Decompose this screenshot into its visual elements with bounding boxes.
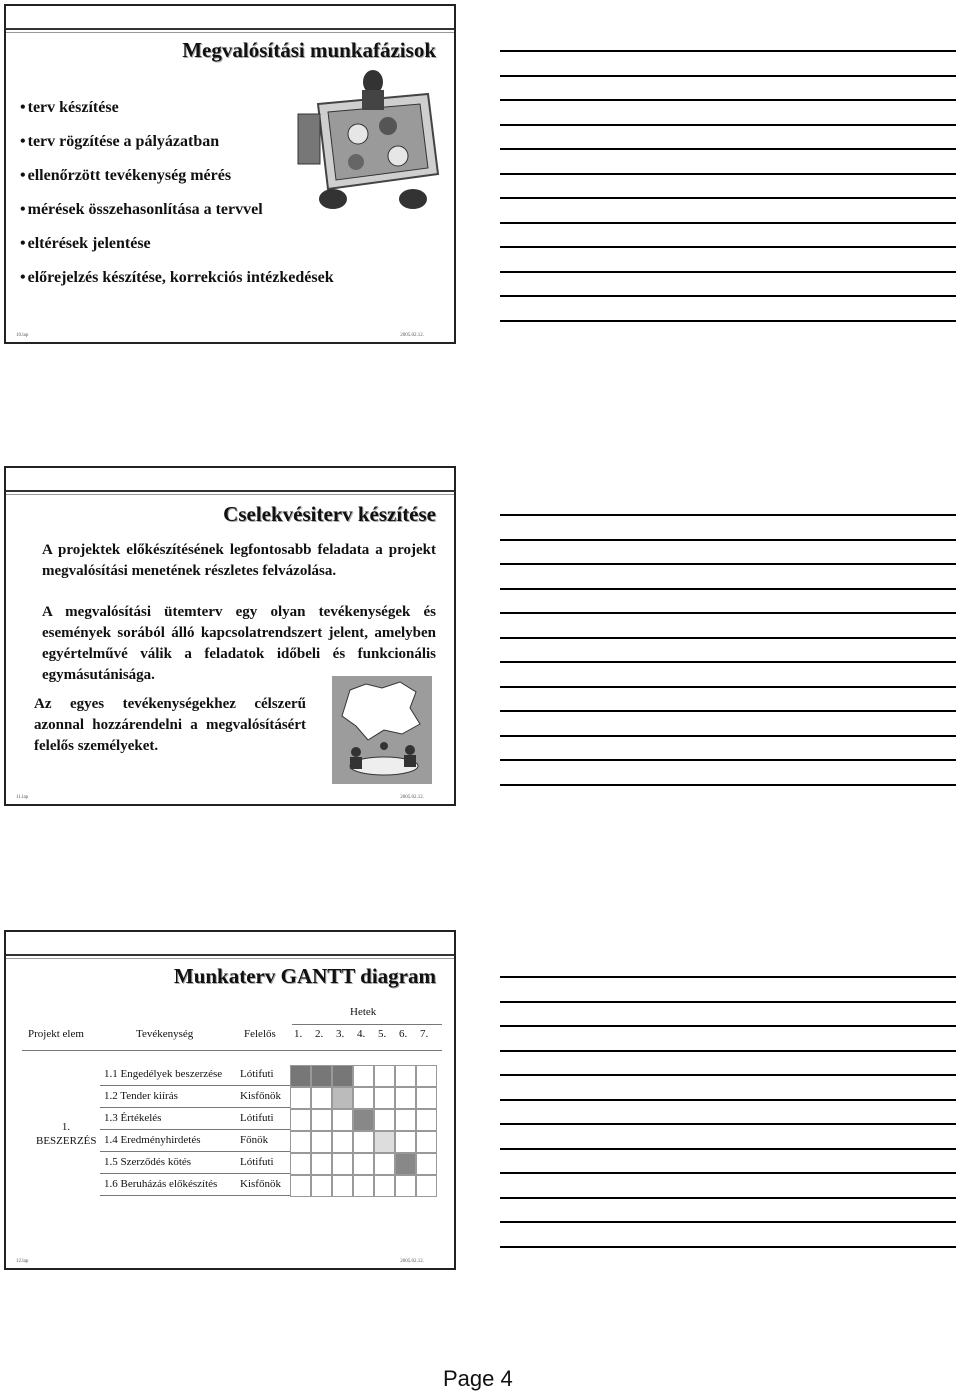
note-line xyxy=(500,1050,956,1052)
owner-cell: Lótifuti xyxy=(240,1112,274,1124)
note-line xyxy=(500,1246,956,1248)
gantt-cell xyxy=(416,1087,437,1109)
note-line xyxy=(500,539,956,541)
gantt-cell xyxy=(311,1175,332,1197)
gantt-cell xyxy=(353,1109,374,1131)
gantt-cell xyxy=(374,1087,395,1109)
gantt-cell xyxy=(311,1153,332,1175)
gantt-cell xyxy=(395,1065,416,1087)
note-line xyxy=(500,661,956,663)
gantt-cell xyxy=(374,1131,395,1153)
note-line xyxy=(500,197,956,199)
activity-cell: 1.3 Értékelés xyxy=(104,1112,162,1124)
gantt-cell xyxy=(416,1131,437,1153)
bullet-item: • terv rögzítése a pályázatban xyxy=(20,132,334,166)
paragraph: A megvalósítási ütemterv egy olyan tevékenységek és események sorából álló kapcsolatrendszert jelent, amelyben egyértelművé válik a feladatok időbeli és funkcionális egymásutánisága. xyxy=(42,604,436,683)
slide-header-rule xyxy=(6,954,454,956)
bullet-item: • eltérések jelentése xyxy=(20,234,334,268)
owner-cell: Lótifuti xyxy=(240,1068,274,1080)
note-line xyxy=(500,295,956,297)
week-header: 3. xyxy=(336,1028,345,1040)
note-line xyxy=(500,1025,956,1027)
note-line xyxy=(500,271,956,273)
gantt-cell xyxy=(416,1109,437,1131)
bullet-item: • mérések összehasonlítása a tervvel xyxy=(20,200,334,234)
gantt-cell xyxy=(395,1153,416,1175)
gantt-cell xyxy=(290,1175,311,1197)
row-rule xyxy=(100,1129,290,1130)
puzzle-clipart xyxy=(288,64,448,214)
week-header: 4. xyxy=(357,1028,366,1040)
note-line xyxy=(500,612,956,614)
note-line xyxy=(500,148,956,150)
header-rule xyxy=(22,1050,442,1051)
gantt-cell xyxy=(416,1065,437,1087)
footer-left: 11.lap xyxy=(16,795,29,800)
note-line xyxy=(500,1172,956,1174)
note-line xyxy=(500,99,956,101)
gantt-cell xyxy=(395,1175,416,1197)
note-line xyxy=(500,686,956,688)
note-line xyxy=(500,173,956,175)
footer-left: 10.lap xyxy=(16,333,29,338)
slide-munkafazisok xyxy=(4,4,456,344)
week-header: 1. xyxy=(294,1028,303,1040)
activity-cell: 1.4 Eredményhirdetés xyxy=(104,1134,201,1146)
week-header: 6. xyxy=(399,1028,408,1040)
note-line xyxy=(500,1074,956,1076)
note-line xyxy=(500,222,956,224)
footer-right: 2005.02.12. xyxy=(400,1259,424,1264)
bullet-item: • ellenőrzött tevékenység mérés xyxy=(20,166,334,200)
slide-title: Cselekvésiterv készítése xyxy=(223,502,436,526)
bullet-item: • előrejelzés készítése, korrekciós intézkedések xyxy=(20,268,334,302)
gantt-cell xyxy=(311,1109,332,1131)
note-line xyxy=(500,514,956,516)
slide-header-rule-thin xyxy=(6,32,454,33)
row-rule xyxy=(100,1107,290,1108)
note-line xyxy=(500,1197,956,1199)
gantt-cell xyxy=(374,1175,395,1197)
note-line xyxy=(500,1221,956,1223)
note-line xyxy=(500,1001,956,1003)
slide-cselekvesiterv xyxy=(4,466,456,806)
paragraph: Az egyes tevékenységekhez célszerű azonnal hozzárendelni a megvalósításért felelős személyeket. xyxy=(34,696,306,754)
activity-cell: 1.1 Engedélyek beszerzése xyxy=(104,1068,223,1080)
note-line xyxy=(500,124,956,126)
note-line xyxy=(500,976,956,978)
owner-cell: Főnök xyxy=(240,1134,269,1146)
gantt-cell xyxy=(332,1131,353,1153)
footer-right: 2005.02.12. xyxy=(400,795,424,800)
note-line xyxy=(500,1123,956,1125)
owner-cell: Lótifuti xyxy=(240,1156,274,1168)
slide-title: Munkaterv GANTT diagram xyxy=(173,964,436,988)
slide-header-rule-thin xyxy=(6,958,454,959)
gantt-cell xyxy=(416,1153,437,1175)
footer-right: 2005.02.12. xyxy=(400,333,424,338)
gantt-cell xyxy=(353,1153,374,1175)
week-header: 7. xyxy=(420,1028,429,1040)
gantt-cell xyxy=(332,1175,353,1197)
week-header: 2. xyxy=(315,1028,324,1040)
gantt-cell xyxy=(416,1175,437,1197)
note-line xyxy=(500,1148,956,1150)
footer-left: 12.lap xyxy=(16,1259,29,1264)
bullet-item: • terv készítése xyxy=(20,98,334,132)
bullet-list xyxy=(20,98,334,302)
gantt-cell xyxy=(290,1109,311,1131)
gantt-cell xyxy=(290,1131,311,1153)
note-line xyxy=(500,320,956,322)
gantt-cell xyxy=(395,1109,416,1131)
gantt-cell xyxy=(290,1065,311,1087)
note-line xyxy=(500,563,956,565)
col-project-header: Projekt elem xyxy=(28,1028,84,1040)
activity-cell: 1.6 Beruházás előkészítés xyxy=(104,1178,218,1190)
activity-cell: 1.2 Tender kiírás xyxy=(104,1090,178,1102)
slide-title: Megvalósítási munkafázisok xyxy=(182,38,436,62)
gantt-cell xyxy=(395,1131,416,1153)
meeting-clipart xyxy=(332,676,432,784)
col-owner-header: Felelős xyxy=(244,1028,276,1040)
gantt-cell xyxy=(311,1131,332,1153)
col-activity-header: Tevékenység xyxy=(136,1028,194,1040)
note-line xyxy=(500,759,956,761)
week-header: 5. xyxy=(378,1028,387,1040)
gantt-cell xyxy=(311,1087,332,1109)
gantt-cell xyxy=(353,1087,374,1109)
gantt-cell xyxy=(353,1131,374,1153)
gantt-cell xyxy=(290,1087,311,1109)
gantt-cell xyxy=(353,1175,374,1197)
paragraph: A projektek előkészítésének legfontosabb feladata a projekt megvalósítási menetének részletes felvázolása. xyxy=(42,542,436,579)
project-element: 1. BESZERZÉS xyxy=(36,1121,97,1147)
note-line xyxy=(500,75,956,77)
gantt-cell xyxy=(290,1153,311,1175)
gantt-cell xyxy=(332,1065,353,1087)
weeks-header-rule xyxy=(292,1024,442,1025)
owner-cell: Kisfőnök xyxy=(240,1178,281,1190)
note-line xyxy=(500,50,956,52)
gantt-cell xyxy=(332,1109,353,1131)
note-line xyxy=(500,710,956,712)
row-rule xyxy=(100,1195,290,1196)
gantt-cell xyxy=(311,1065,332,1087)
note-line xyxy=(500,246,956,248)
row-rule xyxy=(100,1173,290,1174)
note-line xyxy=(500,1099,956,1101)
gantt-cell xyxy=(332,1153,353,1175)
owner-cell: Kisfőnök xyxy=(240,1090,281,1102)
row-rule xyxy=(100,1151,290,1152)
gantt-cell xyxy=(374,1153,395,1175)
row-rule xyxy=(100,1085,290,1086)
gantt-cell xyxy=(353,1065,374,1087)
note-line xyxy=(500,637,956,639)
slide-gantt xyxy=(4,930,456,1270)
slide-header-rule xyxy=(6,490,454,492)
note-line xyxy=(500,735,956,737)
gantt-cell xyxy=(332,1087,353,1109)
slide-header-rule xyxy=(6,28,454,30)
note-line xyxy=(500,588,956,590)
activity-cell: 1.5 Szerződés kötés xyxy=(104,1156,192,1168)
gantt-cell xyxy=(374,1109,395,1131)
gantt-cell xyxy=(395,1087,416,1109)
gantt-cell xyxy=(374,1065,395,1087)
note-line xyxy=(500,784,956,786)
slide-header-rule-thin xyxy=(6,494,454,495)
weeks-header: Hetek xyxy=(350,1006,377,1018)
page-number: Page 4 xyxy=(443,1366,513,1391)
